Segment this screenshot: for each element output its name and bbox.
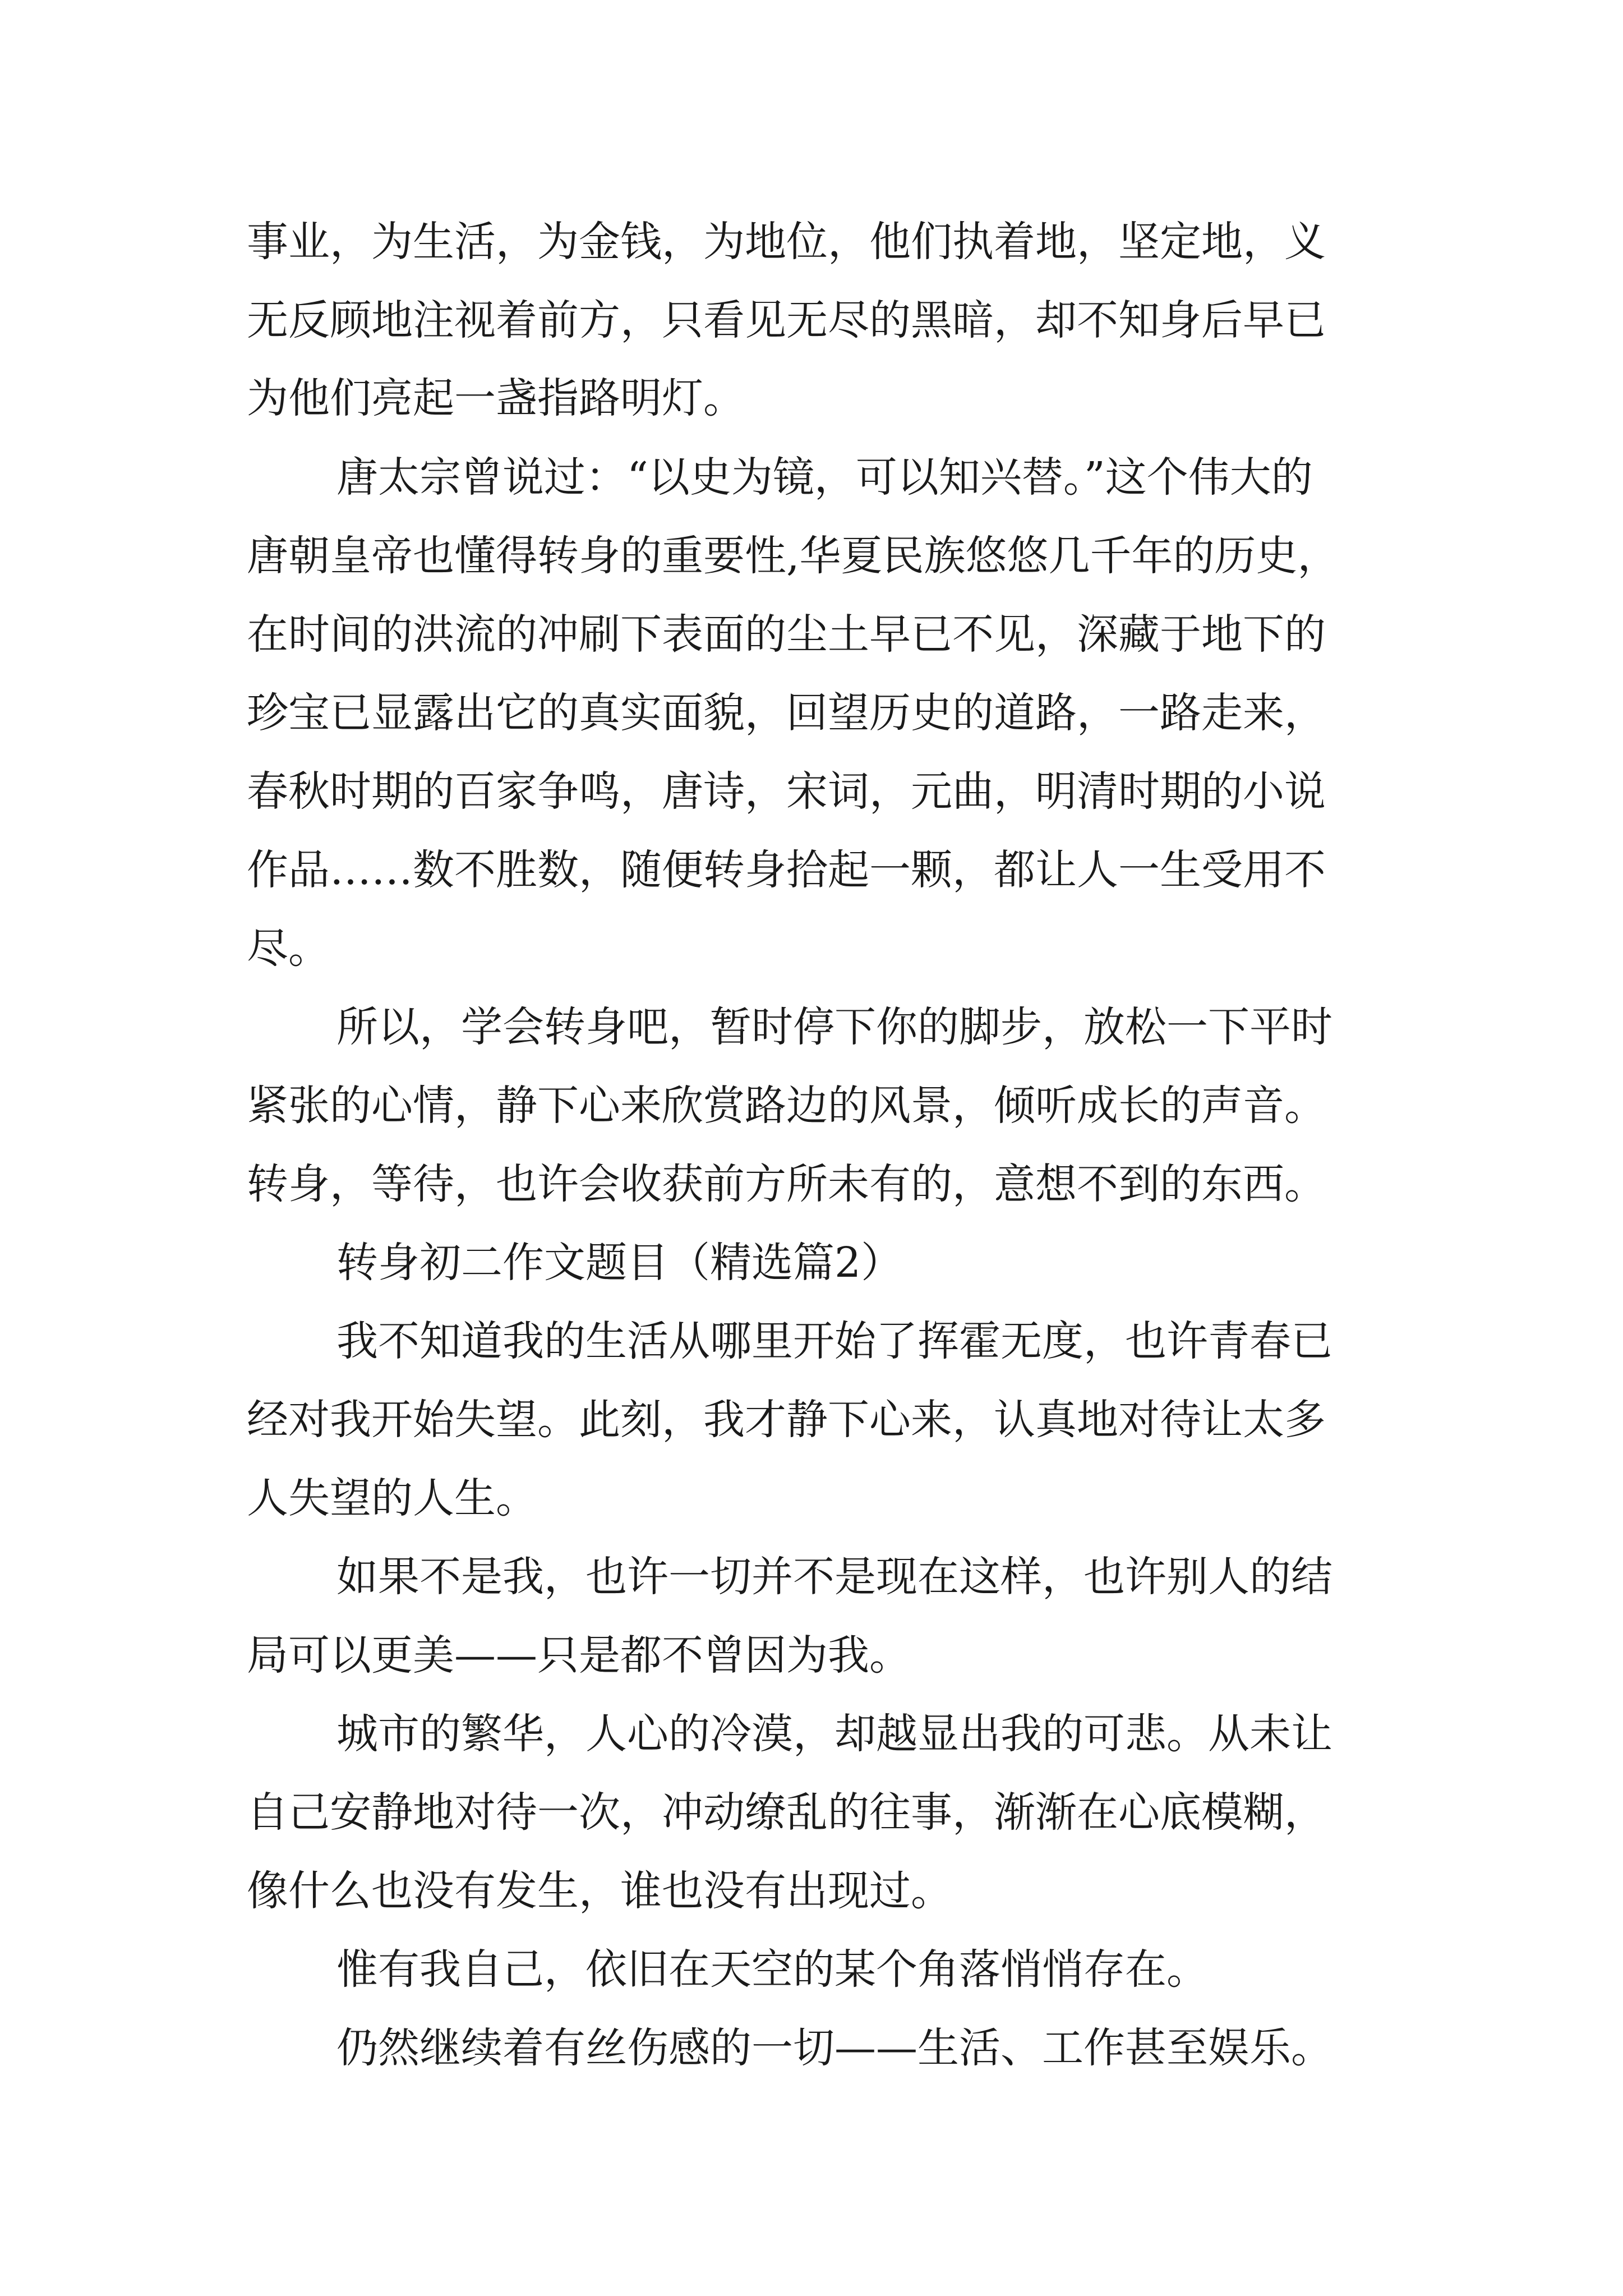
text-line: 像什么也没有发生，谁也没有出现过。: [247, 1867, 952, 1915]
text-line: 局可以更美——只是都不曾因为我。: [247, 1631, 911, 1680]
text-line: 尽。: [247, 924, 330, 973]
text-line: 为他们亮起一盏指路明灯。: [247, 374, 745, 422]
paragraph-start: 城市的繁华，人心的冷漠，却越显出我的可悲。从未让: [336, 1710, 1332, 1758]
text-line: 自己安静地对待一次，冲动缭乱的往事，渐渐在心底模糊，: [247, 1788, 1326, 1837]
text-line: 经对我开始失望。此刻，我才静下心来，认真地对待让太多: [247, 1396, 1326, 1444]
paragraph-start: 仍然继续着有丝伤感的一切——生活、工作甚至娱乐。: [336, 2024, 1332, 2072]
text-line: 珍宝已显露出它的真实面貌，回望历史的道路，一路走来，: [247, 689, 1326, 737]
text-line: 春秋时期的百家争鸣，唐诗，宋词，元曲，明清时期的小说: [247, 767, 1326, 816]
text-line: 唐朝皇帝也懂得转身的重要性,华夏民族悠悠几千年的历史，: [247, 532, 1339, 580]
text-line: 转身，等待，也许会收获前方所未有的，意想不到的东西。: [247, 1160, 1326, 1208]
paragraph-start: 唐太宗曾说过：“以史为镜，可以知兴替。”这个伟大的: [336, 453, 1313, 501]
text-line: 事业，为生活，为金钱，为地位，他们执着地，坚定地，义: [247, 218, 1326, 266]
paragraph-start: 我不知道我的生活从哪里开始了挥霍无度，也许青春已: [336, 1317, 1332, 1365]
paragraph-start: 所以，学会转身吧，暂时停下你的脚步，放松一下平时: [336, 1003, 1332, 1051]
text-line: 紧张的心情，静下心来欣赏路边的风景，倾听成长的声音。: [247, 1082, 1326, 1130]
paragraph-start: 惟有我自己，依旧在天空的某个角落悄悄存在。: [336, 1945, 1208, 1994]
text-line: 作品……数不胜数，随便转身拾起一颗，都让人一生受用不: [247, 846, 1326, 894]
paragraph-start: 如果不是我，也许一切并不是现在这样，也许别人的结: [336, 1553, 1332, 1601]
text-line: 人失望的人生。: [247, 1474, 537, 1522]
text-line: 无反顾地注视着前方，只看见无尽的黑暗，却不知身后早已: [247, 296, 1326, 344]
text-line: 在时间的洪流的冲刷下表面的尘土早已不见，深藏于地下的: [247, 610, 1326, 659]
section-heading: 转身初二作文题目（精选篇2）: [336, 1239, 903, 1287]
